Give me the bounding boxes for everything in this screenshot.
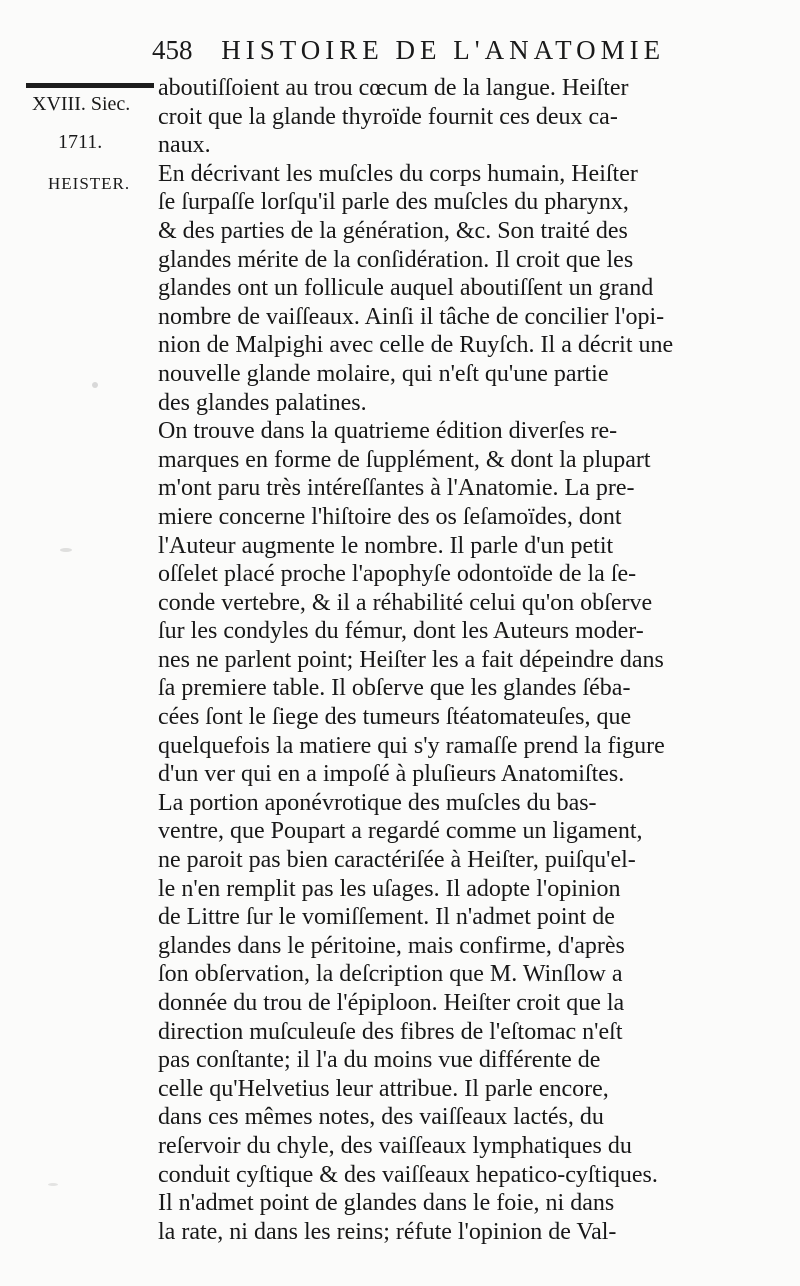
text-line: naux. bbox=[158, 132, 211, 159]
text-line: pas conſtante; il l'a du moins vue différente de bbox=[158, 1047, 601, 1074]
text-line: de Littre ſur le vomiſſement. Il n'admet point de bbox=[158, 904, 615, 931]
body-text bbox=[158, 74, 758, 1246]
paper-speck bbox=[92, 382, 98, 388]
text-line: nombre de vaiſſeaux. Ainſi il tâche de concilier l'opi- bbox=[158, 303, 665, 330]
text-line: des glandes palatines. bbox=[158, 389, 367, 416]
text-line: glandes mérite de la conſidération. Il croit que les bbox=[158, 246, 634, 273]
text-line: d'un ver qui en a impoſé à pluſieurs Anatomiſtes. bbox=[158, 761, 625, 788]
text-line: ſa premiere table. Il obſerve que les glandes ſéba- bbox=[158, 675, 631, 702]
text-line: ventre, que Poupart a regardé comme un ligament, bbox=[158, 818, 643, 845]
text-line: quelquefois la matiere qui s'y ramaſſe prend la figure bbox=[158, 732, 665, 759]
margin-century: XVIII. Siec. bbox=[32, 93, 131, 115]
text-line: nouvelle glande molaire, qui n'eſt qu'une partie bbox=[158, 360, 609, 387]
paragraph bbox=[158, 74, 758, 160]
text-line: oſſelet placé proche l'apophyſe odontoïde de la ſe- bbox=[158, 561, 637, 588]
text-line: & des parties de la génération, &c. Son traité des bbox=[158, 217, 628, 244]
text-line: la rate, ni dans les reins; réfute l'opinion de Val- bbox=[158, 1218, 617, 1245]
text-line: reſervoir du chyle, des vaiſſeaux lymphatiques du bbox=[158, 1132, 632, 1159]
text-line: donnée du trou de l'épiploon. Heiſter croit que la bbox=[158, 990, 625, 1016]
text-line: celle qu'Helvetius leur attribue. Il parle encore, bbox=[158, 1075, 609, 1102]
text-line: m'ont paru très intéreſſantes à l'Anatomie. La pre- bbox=[158, 475, 635, 502]
text-line: cées ſont le ſiege des tumeurs ſtéatomateuſes, que bbox=[158, 704, 632, 731]
running-head: HISTOIRE DE L'ANATOMIE bbox=[221, 35, 666, 65]
text-line: croit que la glande thyroïde fournit ces deux ca- bbox=[158, 103, 618, 130]
text-line: ſur les condyles du fémur, dont les Auteurs moder- bbox=[158, 618, 644, 645]
page-number: 458 bbox=[152, 35, 193, 65]
text-line: ne paroit pas bien caractériſée à Heiſter, puiſqu'el- bbox=[158, 847, 636, 874]
text-line: La portion aponévrotique des muſcles du bas- bbox=[158, 789, 597, 816]
paper-speck bbox=[60, 548, 72, 552]
paragraph bbox=[158, 160, 758, 417]
text-line: ſe ſurpaſſe lorſqu'il parle des muſcles du pharynx, bbox=[158, 189, 629, 216]
margin-author: HEISTER. bbox=[48, 174, 131, 193]
text-line: conde vertebre, & il a réhabilité celui qu'on obſerve bbox=[158, 589, 653, 616]
text-line: En décrivant les muſcles du corps humain, Heiſter bbox=[158, 160, 638, 187]
text-line: glandes dans le péritoine, mais confirme, d'après bbox=[158, 932, 625, 959]
margin-year: 1711. bbox=[58, 131, 103, 153]
paper-speck bbox=[48, 1183, 58, 1186]
text-line: direction muſculeuſe des fibres de l'eſtomac n'eſt bbox=[158, 1018, 623, 1045]
text-line: aboutiſſoient au trou cœcum de la langue. Heiſter bbox=[158, 75, 629, 101]
margin-rule bbox=[26, 83, 154, 88]
text-line: On trouve dans la quatrieme édition diverſes re- bbox=[158, 418, 618, 445]
paragraph bbox=[158, 417, 758, 789]
text-line: marques en forme de ſupplément, & dont la plupart bbox=[158, 446, 651, 473]
paragraph bbox=[158, 789, 758, 1247]
text-line: l'Auteur augmente le nombre. Il parle d'un petit bbox=[158, 532, 614, 559]
text-line: nion de Malpighi avec celle de Ruyſch. Il a décrit une bbox=[158, 332, 674, 359]
text-line: ſon obſervation, la deſcription que M. Winſlow a bbox=[158, 961, 623, 988]
text-line: miere concerne l'hiſtoire des os ſeſamoïdes, dont bbox=[158, 503, 622, 530]
text-line: dans ces mêmes notes, des vaiſſeaux lactés, du bbox=[158, 1104, 604, 1131]
text-line: nes ne parlent point; Heiſter les a fait dépeindre dans bbox=[158, 646, 664, 673]
text-line: glandes ont un follicule auquel aboutiſſent un grand bbox=[158, 275, 654, 302]
page-header bbox=[152, 28, 792, 72]
text-line: le n'en remplit pas les uſages. Il adopte l'opinion bbox=[158, 875, 621, 902]
text-line: conduit cyſtique & des vaiſſeaux hepatico-cyſtiques. bbox=[158, 1161, 658, 1188]
text-line: Il n'admet point de glandes dans le foie, ni dans bbox=[158, 1190, 615, 1217]
